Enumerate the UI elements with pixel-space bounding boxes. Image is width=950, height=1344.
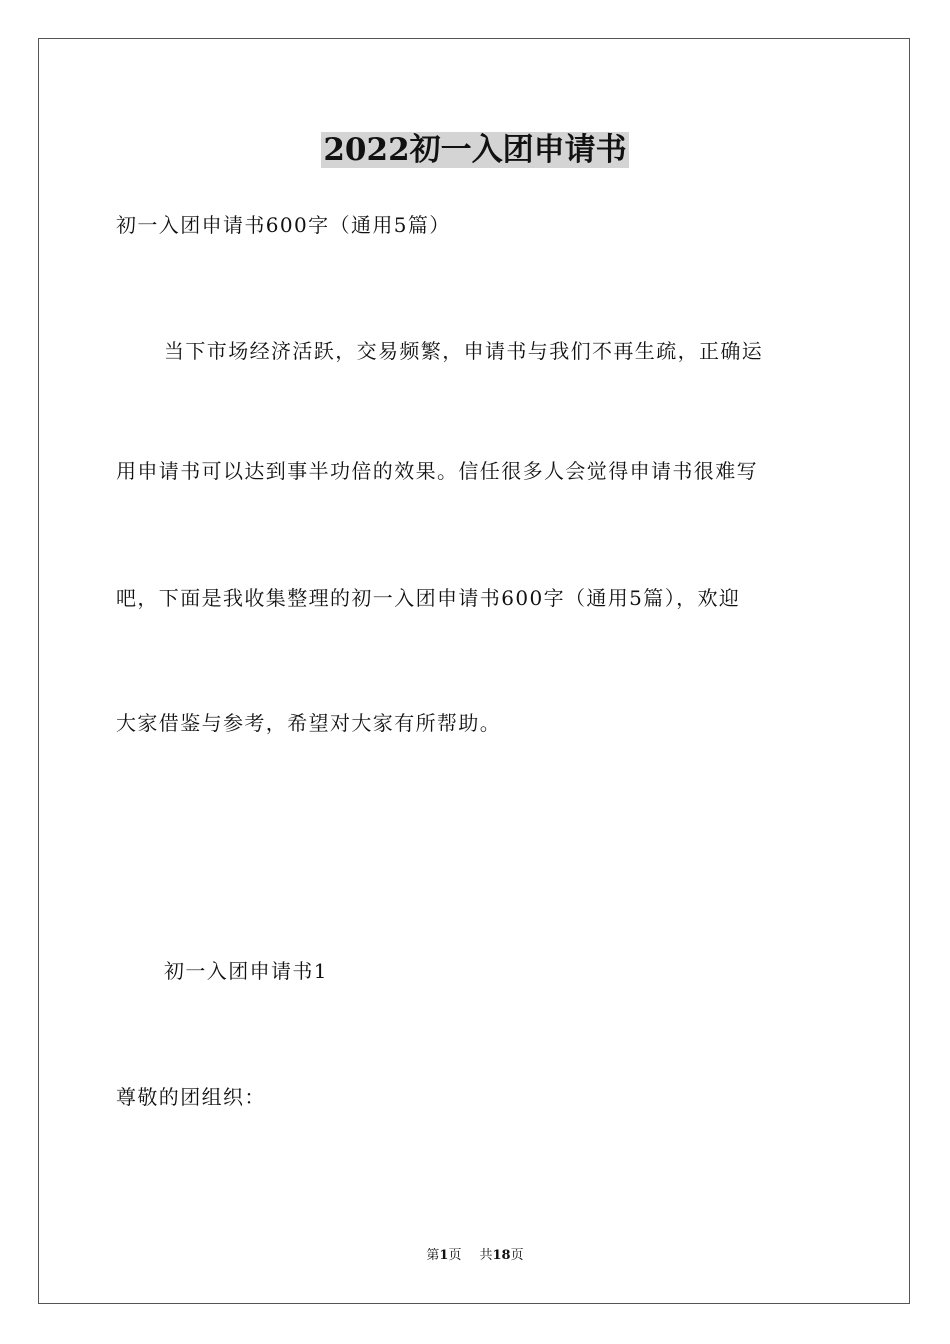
footer-page-number: 1 (439, 1248, 449, 1263)
page-footer (0, 1246, 950, 1266)
document-title (0, 124, 950, 176)
footer-page-suffix: 页 (448, 1248, 462, 1263)
intro-line-3: 吧，下面是我收集整理的初一入团申请书600字（通用5篇），欢迎 (116, 586, 741, 610)
section-heading: 初一入团申请书1 (164, 959, 328, 983)
intro-line-1: 当下市场经济活跃，交易频繁，申请书与我们不再生疏，正确运 (164, 339, 764, 363)
footer-page-prefix: 第 (426, 1248, 440, 1263)
footer-total-prefix: 共 (479, 1248, 493, 1263)
salutation: 尊敬的团组织： (116, 1085, 266, 1109)
intro-line-2: 用申请书可以达到事半功倍的效果。信任很多人会觉得申请书很难写 (116, 459, 758, 483)
footer-total-pages: 18 (492, 1248, 511, 1263)
footer-total-suffix: 页 (510, 1248, 524, 1263)
document-title-text: 2022初一入团申请书 (323, 132, 627, 168)
intro-line-4: 大家借鉴与参考，希望对大家有所帮助。 (116, 711, 502, 735)
document-subtitle: 初一入团申请书600字（通用5篇） (116, 213, 451, 237)
